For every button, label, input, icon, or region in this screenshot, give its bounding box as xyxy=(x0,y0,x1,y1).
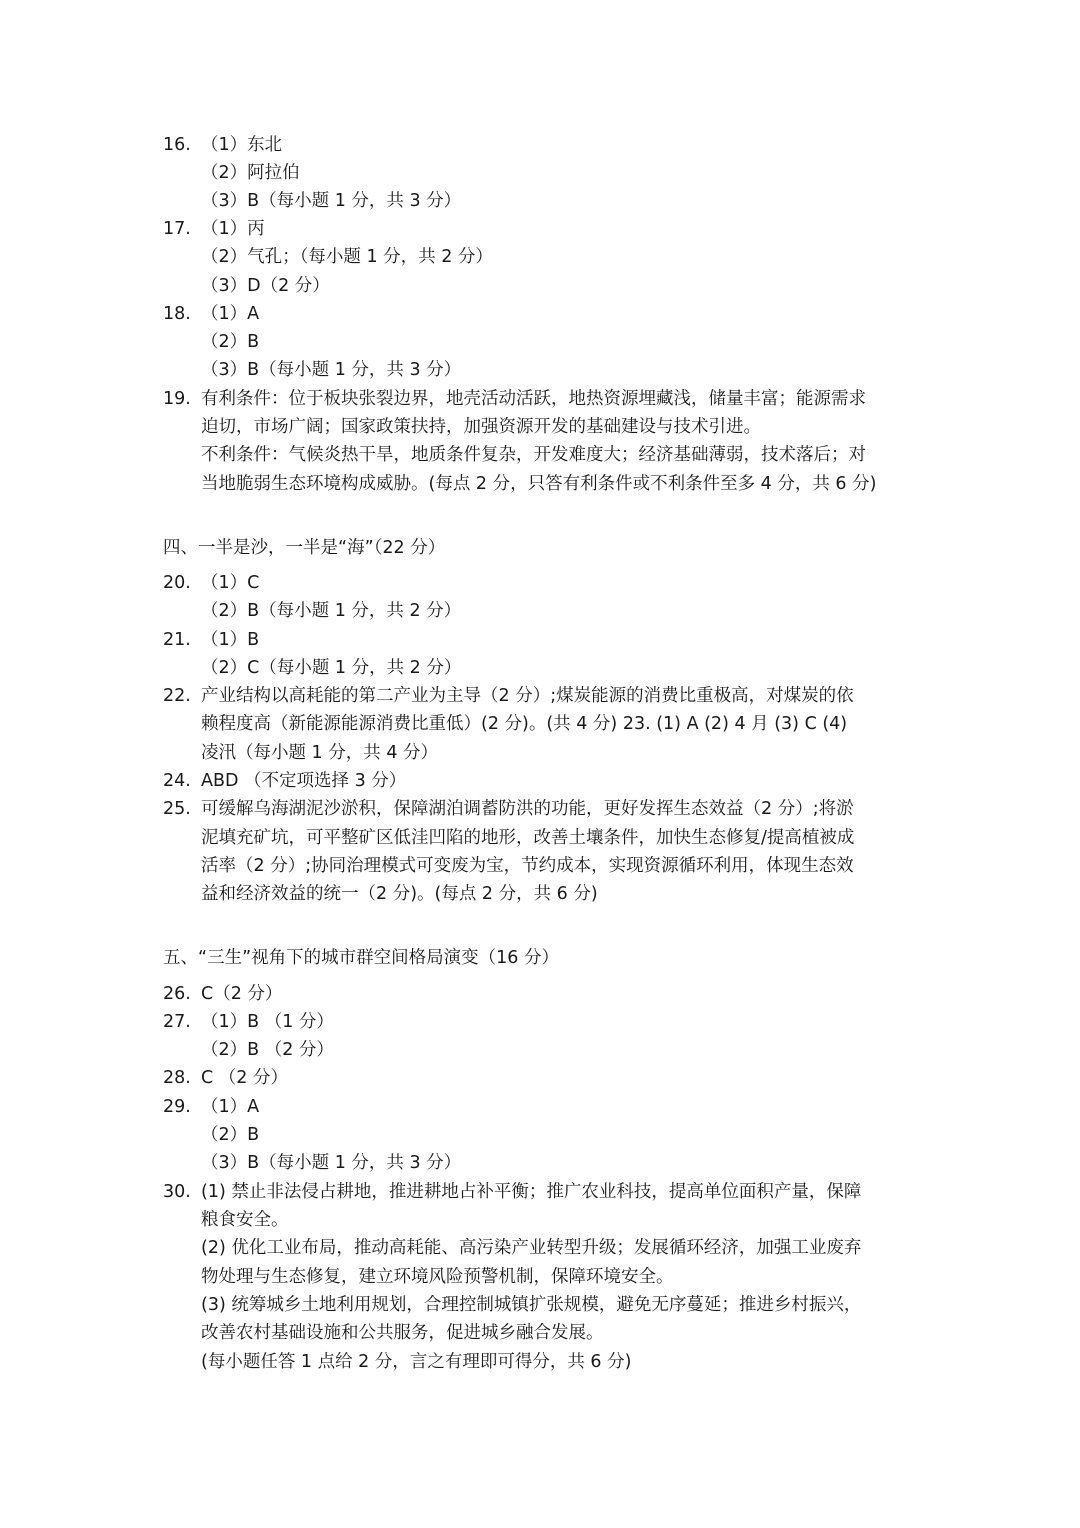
q25-number: 25. xyxy=(163,799,191,819)
q22-text-1: 产业结构以高耗能的第二产业为主导（2 分）;煤炭能源的消费比重极高，对煤炭的依 xyxy=(201,686,854,706)
q17-answer-1: （1）丙 xyxy=(201,219,265,239)
q27-answer-2: （2）B （2 分） xyxy=(201,1040,334,1060)
section-5-title: 五、“三生”视角下的城市群空间格局演变（16 分） xyxy=(163,948,559,968)
q19-text-4: 当地脆弱生态环境构成威胁。(每点 2 分，只答有利条件或不利条件至多 4 分，共 6 分) xyxy=(201,474,877,494)
q25-text-3: 活率（2 分）;协同治理模式可变废为宝，节约成本，实现资源循环利用，体现生态效 xyxy=(201,856,854,876)
q22-text-3: 凌汛（每小题 1 分，共 4 分） xyxy=(201,743,439,763)
q30-number: 30. xyxy=(163,1182,191,1202)
q30-text-6: 改善农村基础设施和公共服务，促进城乡融合发展。 xyxy=(201,1323,604,1343)
q28-answer-1: C （2 分） xyxy=(201,1068,288,1088)
q20-number: 20. xyxy=(163,573,191,593)
q17-answer-3: （3）D（2 分） xyxy=(201,276,330,296)
q27-number: 27. xyxy=(163,1012,191,1032)
q26-number: 26. xyxy=(163,984,191,1004)
q25-text-2: 泥填充矿坑，可平整矿区低洼凹陷的地形，改善土壤条件，加快生态修复/提高植被成 xyxy=(201,828,855,848)
q20-answer-1: （1）C xyxy=(201,573,260,593)
q22-number: 22. xyxy=(163,686,191,706)
q18-answer-3: （3）B（每小题 1 分，共 3 分） xyxy=(201,360,462,380)
q26-answer-1: C（2 分） xyxy=(201,984,283,1004)
q30-text-1: (1) 禁止非法侵占耕地，推进耕地占补平衡；推广农业科技，提高单位面积产量，保障 xyxy=(201,1182,862,1202)
q19-text-1: 有利条件：位于板块张裂边界，地壳活动活跃，地热资源埋藏浅，储量丰富；能源需求 xyxy=(201,389,866,409)
q20-answer-2: （2）B（每小题 1 分，共 2 分） xyxy=(201,601,462,621)
q30-text-7: (每小题任答 1 点给 2 分，言之有理即可得分，共 6 分) xyxy=(201,1352,632,1372)
q19-text-2: 迫切，市场广阔；国家政策扶持，加强资源开发的基础建设与技术引进。 xyxy=(201,417,761,437)
q25-text-4: 益和经济效益的统一（2 分)。(每点 2 分，共 6 分) xyxy=(201,884,598,904)
q19-text-3: 不利条件：气候炎热干旱，地质条件复杂，开发难度大；经济基础薄弱，技术落后；对 xyxy=(201,445,866,465)
q18-number: 18. xyxy=(163,304,191,324)
q17-answer-2: （2）气孔；（每小题 1 分，共 2 分） xyxy=(201,247,493,267)
q28-number: 28. xyxy=(163,1068,191,1088)
q19-number: 19. xyxy=(163,389,191,409)
q18-answer-1: （1）A xyxy=(201,304,260,324)
section-4-title: 四、一半是沙，一半是“海”（22 分） xyxy=(163,538,446,558)
q16-answer-3: （3）B（每小题 1 分，共 3 分） xyxy=(201,191,462,211)
q30-text-4: 物处理与生态修复，建立环境风险预警机制，保障环境安全。 xyxy=(201,1267,674,1287)
q16-answer-2: （2）阿拉伯 xyxy=(201,163,300,183)
q29-answer-1: （1）A xyxy=(201,1097,260,1117)
q29-number: 29. xyxy=(163,1097,191,1117)
q25-text-1: 可缓解乌海湖泥沙淤积，保障湖泊调蓄防洪的功能，更好发挥生态效益（2 分）;将淤 xyxy=(201,799,854,819)
q30-text-2: 粮食安全。 xyxy=(201,1210,289,1230)
q29-answer-3: （3）B（每小题 1 分，共 3 分） xyxy=(201,1153,462,1173)
q18-answer-2: （2）B xyxy=(201,332,260,352)
q24-answer-1: ABD （不定项选择 3 分） xyxy=(201,771,407,791)
q22-text-2: 赖程度高（新能源能源消费比重低）(2 分)。(共 4 分) 23. (1) A (2) 4 月 (3) C (4) xyxy=(201,714,848,734)
q21-answer-1: （1）B xyxy=(201,630,260,650)
q24-number: 24. xyxy=(163,771,191,791)
q16-answer-1: （1）东北 xyxy=(201,135,283,155)
q30-text-3: (2) 优化工业布局，推动高耗能、高污染产业转型升级；发展循环经济，加强工业废弃 xyxy=(201,1238,862,1258)
q21-answer-2: （2）C（每小题 1 分，共 2 分） xyxy=(201,658,462,678)
q27-answer-1: （1）B （1 分） xyxy=(201,1012,334,1032)
q29-answer-2: （2）B xyxy=(201,1125,260,1145)
q17-number: 17. xyxy=(163,219,191,239)
q21-number: 21. xyxy=(163,630,191,650)
q16-number: 16. xyxy=(163,135,191,155)
q30-text-5: (3) 统筹城乡土地利用规划，合理控制城镇扩张规模，避免无序蔓延；推进乡村振兴， xyxy=(201,1295,862,1315)
